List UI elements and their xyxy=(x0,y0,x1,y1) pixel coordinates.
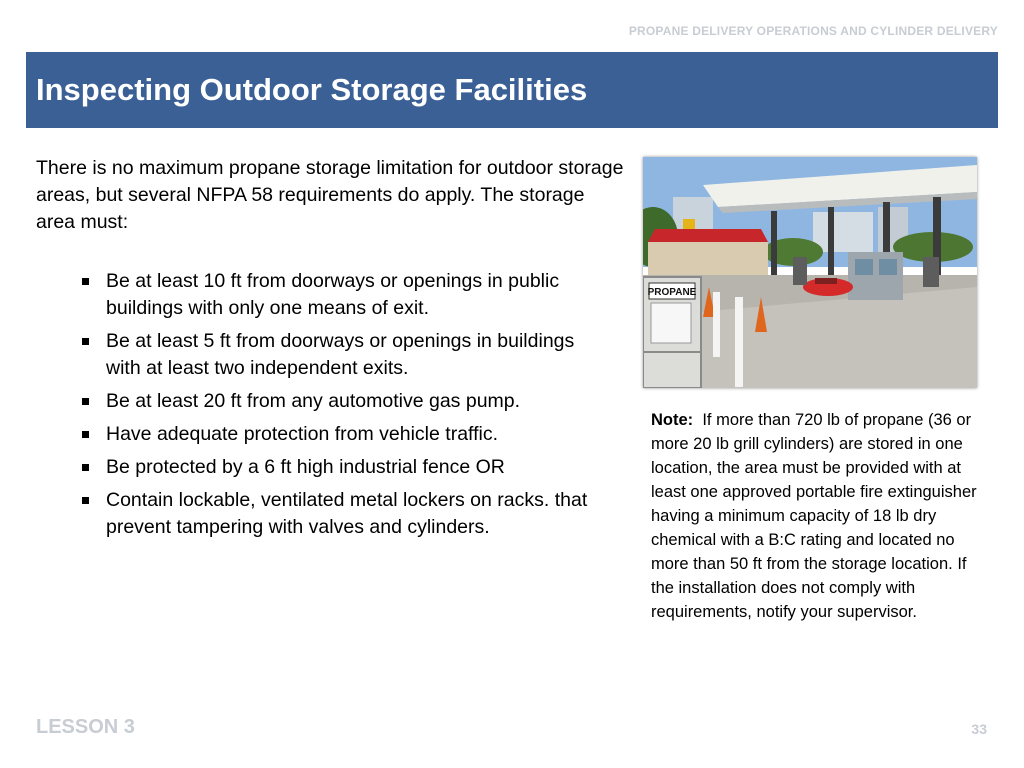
list-item-text: Contain lockable, ventilated metal lockers on racks. that prevent tampering with valves and cylinders. xyxy=(106,489,588,538)
bullet-square-icon xyxy=(82,398,89,405)
list-item xyxy=(80,421,610,448)
lesson-label: LESSON 3 xyxy=(36,716,135,738)
page-number: 33 xyxy=(971,721,987,737)
list-item xyxy=(80,388,610,415)
list-item-text: Be at least 20 ft from any automotive gas pump. xyxy=(106,390,521,412)
bullet-square-icon xyxy=(82,431,89,438)
bullet-square-icon xyxy=(82,278,89,285)
list-item-text: Be at least 10 ft from doorways or openings in public buildings with only one means of exit. xyxy=(106,270,560,319)
slide-header xyxy=(0,0,1024,46)
list-item xyxy=(80,328,610,382)
gas-station-photo xyxy=(643,157,977,388)
title-banner xyxy=(26,52,998,128)
propane-sign-text: PROPANE xyxy=(647,287,697,298)
requirements-list xyxy=(80,268,610,547)
list-item-text: Be protected by a 6 ft high industrial fence OR xyxy=(106,456,505,478)
list-item-text: Be at least 5 ft from doorways or openings in buildings with at least two independent exits. xyxy=(106,330,575,379)
slide-title: Inspecting Outdoor Storage Facilities xyxy=(36,72,588,107)
bullet-square-icon xyxy=(82,464,89,471)
note-label: Note: xyxy=(651,411,694,429)
note-text: If more than 720 lb of propane (36 or more 20 lb grill cylinders) are stored in one location, the area must be provided with at least one approved portable fire extinguisher having a minimum capacity of 18 lb dry chemical with a B:C rating and located no more than 50 ft from the storage location. If the installation does not comply with requirements, notify your supervisor. xyxy=(651,411,977,621)
list-item xyxy=(80,487,610,541)
list-item xyxy=(80,268,610,322)
intro-paragraph: There is no maximum propane storage limitation for outdoor storage areas, but several NFPA 58 requirements do apply. The storage area must: xyxy=(36,157,624,233)
bullet-square-icon xyxy=(82,497,89,504)
list-item-text: Have adequate protection from vehicle traffic. xyxy=(106,423,499,445)
course-title: PROPANE DELIVERY OPERATIONS AND CYLINDER DELIVERY xyxy=(628,24,998,38)
bullet-square-icon xyxy=(82,338,89,345)
note-box xyxy=(651,408,991,624)
list-item xyxy=(80,454,610,481)
